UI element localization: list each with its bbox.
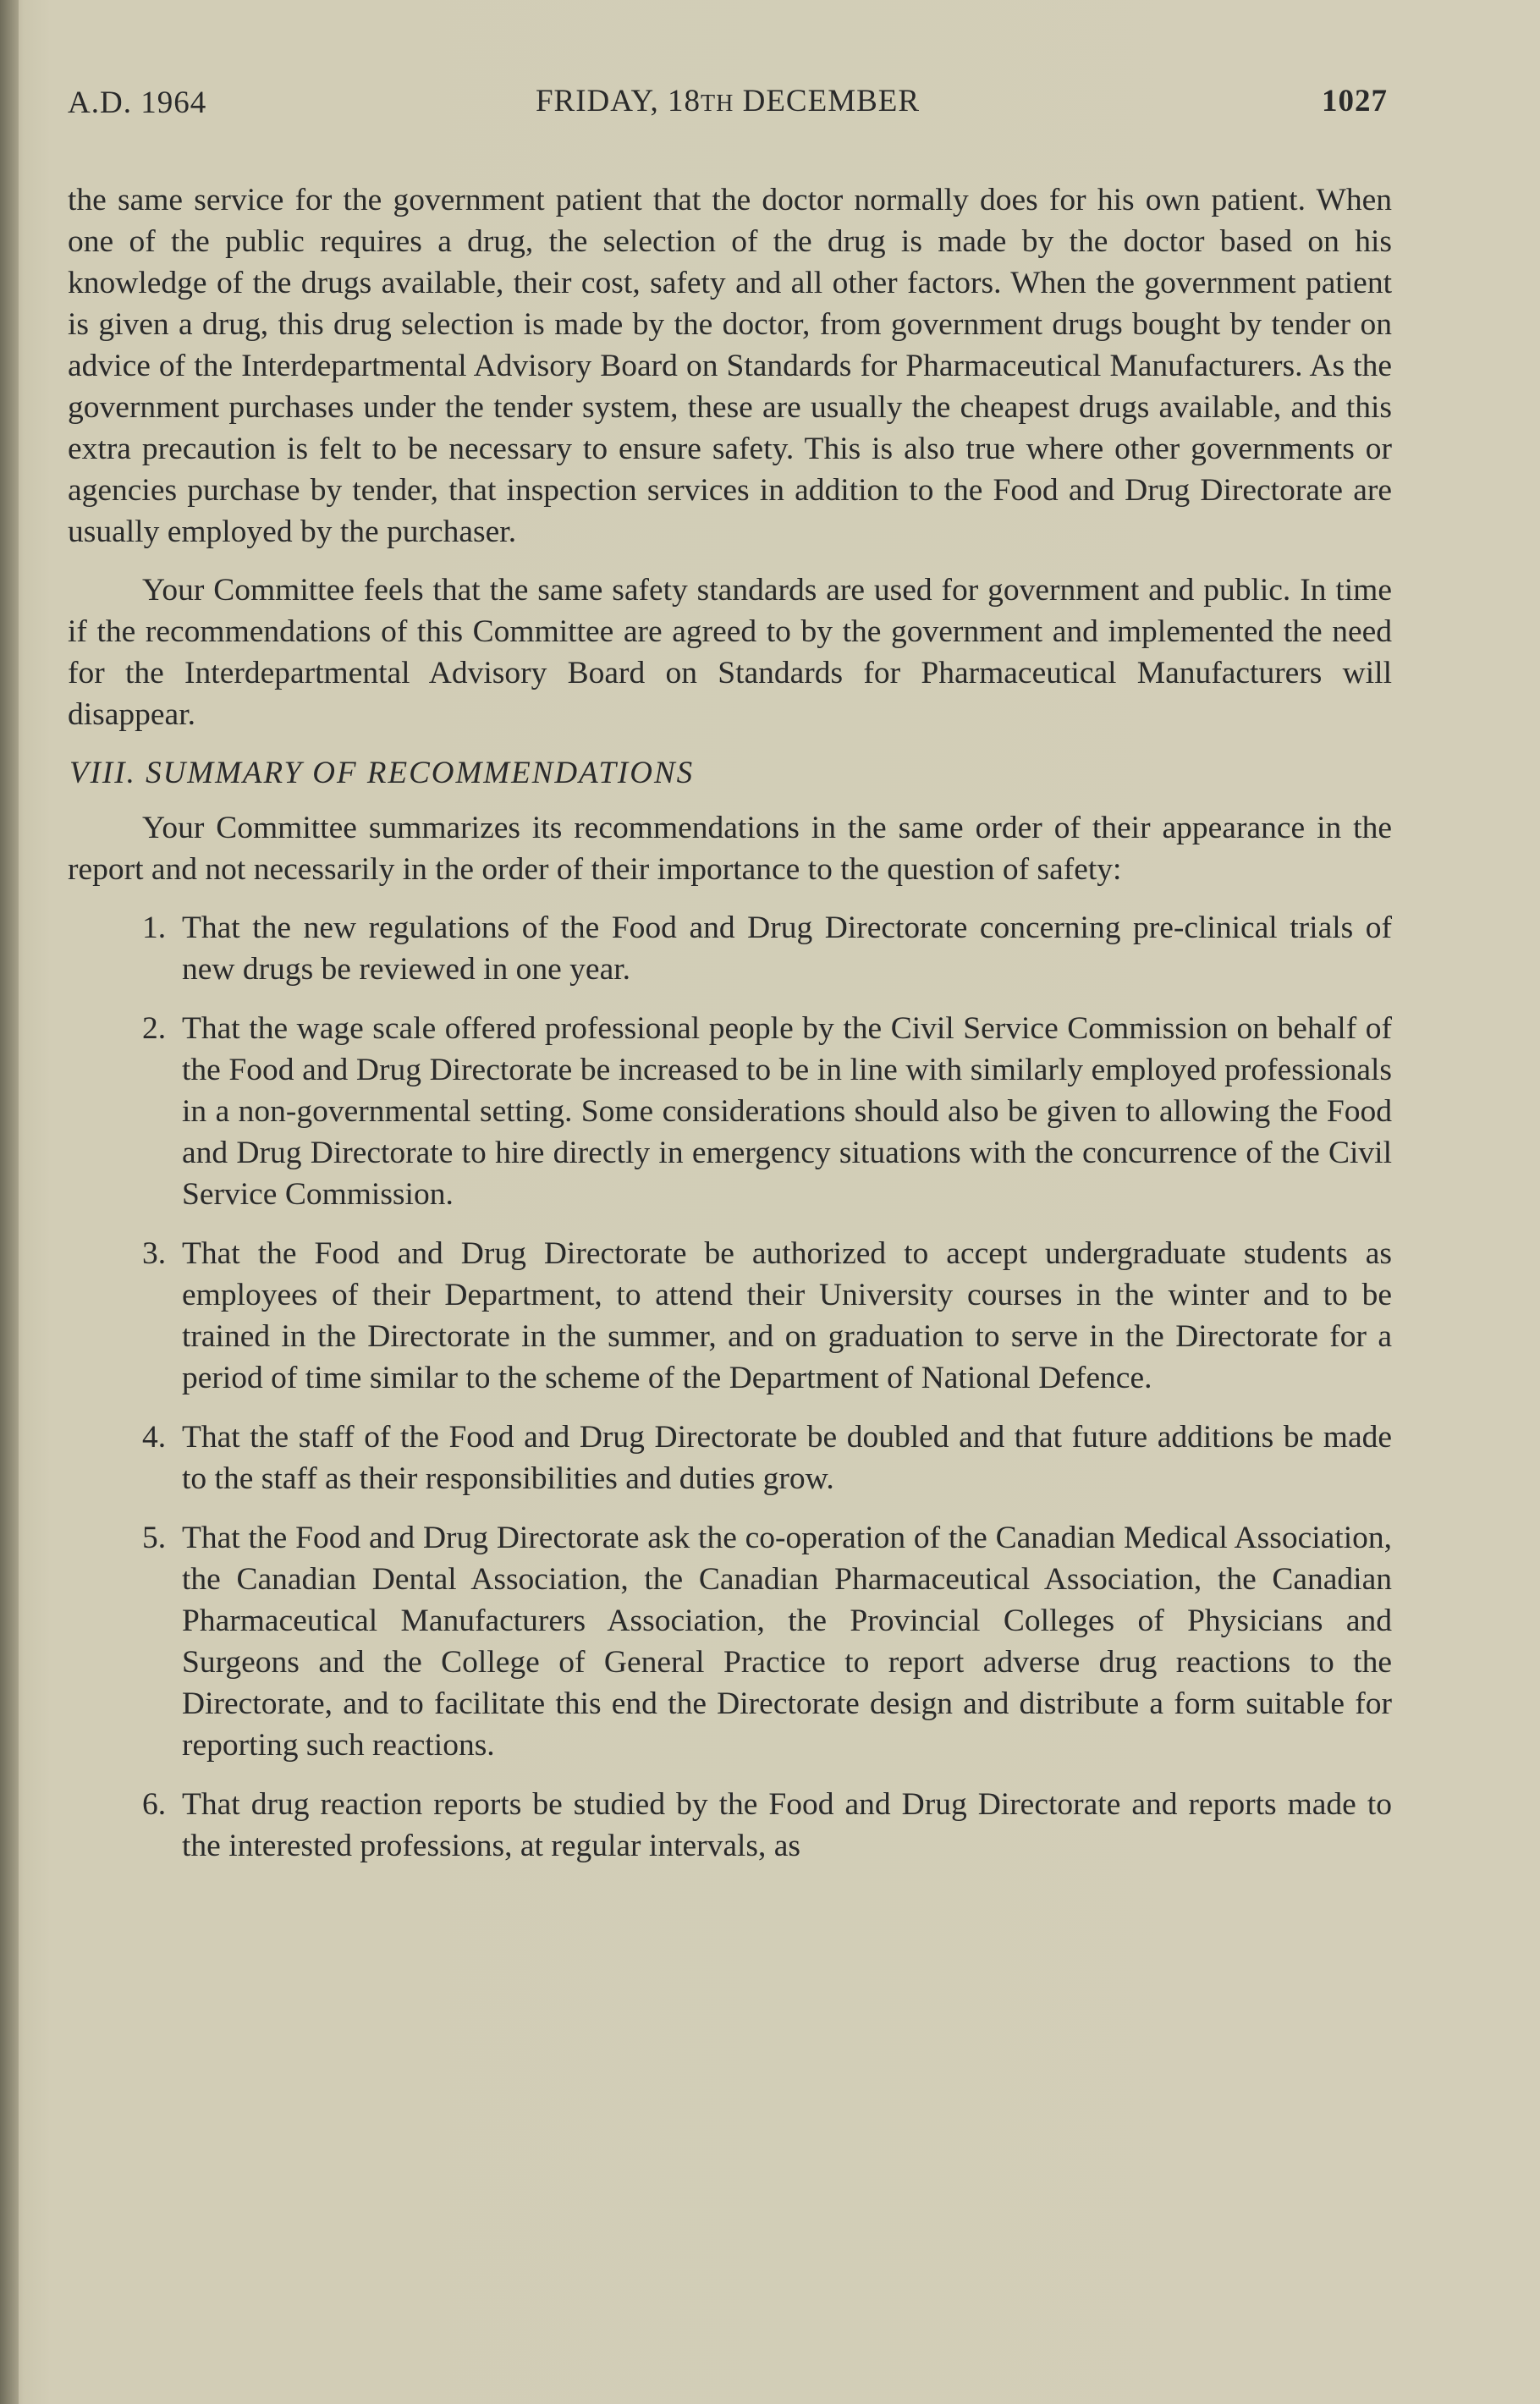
recommendation-number: 5. xyxy=(142,1521,167,1555)
recommendation-text: That the new regulations of the Food and Drug Directorate concerning pre-clinical trials of new drugs be reviewed in one year. xyxy=(182,910,1392,987)
recommendation-number: 1. xyxy=(142,910,167,945)
recommendation-number: 6. xyxy=(142,1787,167,1822)
continued-paragraph: the same service for the government patient that the doctor normally does for his own patient. When one of the public requires a drug, the selection of the drug is made by the doctor based on his knowledge of the drugs available, their cost, safety and all other factors. When the government patient is given a drug, this drug selection is made by the doctor, from government drugs bought by tender on advice of the Interdepartmental Advisory Board on Standards for Pharmaceutical Manufacturers. As the government purchases under the tender system, these are usually the cheapest drugs available, and this extra precaution is felt to be necessary to ensure safety. This is also true where other governments or agencies purchase by tender, that inspection services in addition to the Food and Drug Directorate are usually employed by the purchaser. xyxy=(68,183,1392,549)
recommendation-text: That drug reaction reports be studied by the Food and Drug Directorate and reports made to the interested professions, at regular intervals, as xyxy=(182,1787,1392,1863)
header-date-main: FRIDAY, 18 xyxy=(535,84,701,118)
recommendation-text: That the wage scale offered professional people by the Civil Service Commission on behalf of the Food and Drug Directorate be increased to be in line with similarly employed professionals in a non-governmental setting. Some considerations should also be given to allowing the Food and Drug Directorate to hire directly in emergency situations with the concurrence of the Civil Service Commission. xyxy=(182,1011,1392,1212)
header-date-suffix: TH xyxy=(701,91,734,117)
running-header xyxy=(68,85,1388,127)
header-date-month: DECEMBER xyxy=(734,84,921,118)
summary-intro: Your Committee summarizes its recommendations in the same order of their appearance in the report and not necessarily in the order of their importance to the question of safety: xyxy=(68,811,1392,887)
recommendation-text: That the Food and Drug Directorate be authorized to accept undergraduate students as employees of their Department, to attend their University courses in the winter and to be trained in the Directorate in the summer, and on graduation to serve in the Directorate for a period of time similar to the scheme of the Department of National Defence. xyxy=(182,1236,1392,1395)
header-date xyxy=(68,83,1388,119)
recommendation-item xyxy=(68,1517,1392,1766)
recommendation-item xyxy=(68,1417,1392,1499)
recommendation-item xyxy=(68,1784,1392,1867)
recommendation-item xyxy=(68,1008,1392,1215)
section-heading: VIII. SUMMARY OF RECOMMENDATIONS xyxy=(69,756,695,790)
recommendation-item xyxy=(68,907,1392,990)
recommendation-text: That the staff of the Food and Drug Directorate be doubled and that future additions be made to the staff as their responsibilities and duties grow. xyxy=(182,1420,1392,1496)
page-number: 1027 xyxy=(1322,84,1388,118)
recommendation-number: 4. xyxy=(142,1420,167,1455)
recommendation-text: That the Food and Drug Directorate ask the co-operation of the Canadian Medical Association, the Canadian Dental Association, the Canadian Pharmaceutical Association, the Canadian Pharmaceutical Manufacturers Association, the Provincial Colleges of Physicians and Surgeons and the College of General Practice to report adverse drug reactions to the Directorate, and to facilitate this end the Directorate design and distribute a form suitable for reporting such reactions. xyxy=(182,1521,1392,1763)
recommendation-item xyxy=(68,1233,1392,1399)
recommendation-number: 2. xyxy=(142,1011,167,1046)
header-year: A.D. 1964 xyxy=(68,85,207,120)
page-body xyxy=(68,179,1392,1884)
recommendation-number: 3. xyxy=(142,1236,167,1271)
recommendations-list xyxy=(68,907,1392,1867)
committee-paragraph: Your Committee feels that the same safety standards are used for government and public. In time if the recommendations of this Committee are agreed to by the government and implemented the need for the Interdepartmental Advisory Board on Standards for Pharmaceutical Manufacturers will disappear. xyxy=(68,573,1392,732)
